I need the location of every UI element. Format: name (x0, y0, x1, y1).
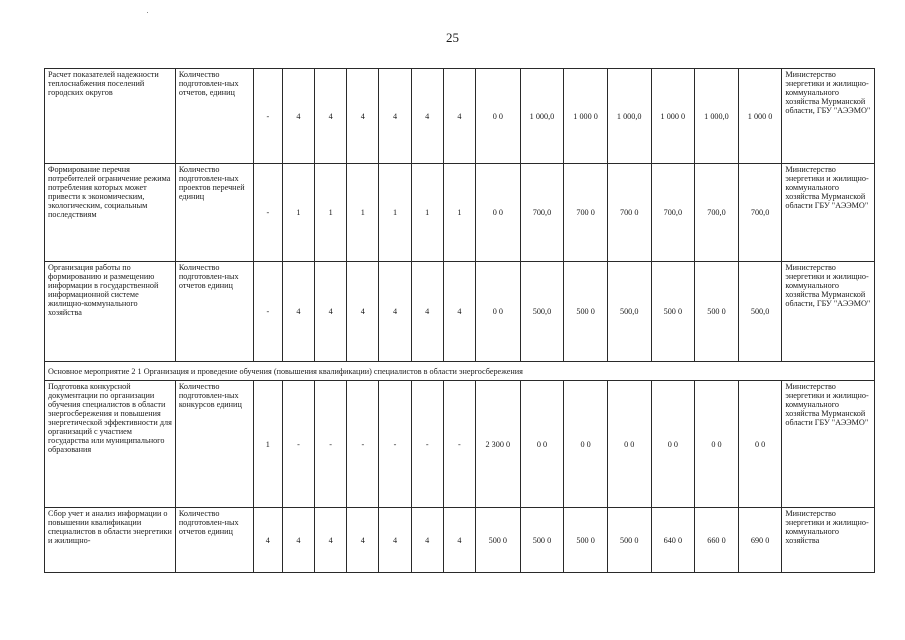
value-cell: 1 000 0 (738, 69, 782, 164)
table-row (45, 381, 875, 508)
value-cell: 1 (315, 164, 347, 262)
executor-cell: Министерство энергетики и жилищно-коммунального хозяйства Мурманской области, ГБУ "АЭЭМО" (782, 262, 875, 362)
value-cell: 1 000,0 (607, 69, 651, 164)
indicator-cell: Количество подготовлен-ных отчетов единиц (175, 262, 253, 362)
value-cell: 1 (253, 381, 282, 508)
indicator-cell: Количество подготовлен-ных отчетов, единиц (175, 69, 253, 164)
value-cell: 690 0 (738, 508, 782, 573)
value-cell: 4 (379, 69, 411, 164)
value-cell: 4 (443, 262, 475, 362)
value-cell: 0 0 (651, 381, 695, 508)
value-cell: 0 0 (695, 381, 739, 508)
value-cell: 1 (411, 164, 443, 262)
scan-speck (147, 12, 148, 13)
value-cell: 0 0 (738, 381, 782, 508)
activity-name-cell: Подготовка конкурсной документации по организации обучения специалистов в области энергосбережения и повышения энергетической эффективности для организаций с участием государства или муниципального образования (45, 381, 176, 508)
executor-cell: Министерство энергетики и жилищно-коммунального хозяйства (782, 508, 875, 573)
value-cell: - (411, 381, 443, 508)
page-number: 25 (446, 30, 459, 45)
indicator-cell: Количество подготовлен-ных конкурсов единиц (175, 381, 253, 508)
value-cell: 1 000,0 (520, 69, 564, 164)
value-cell: 700,0 (695, 164, 739, 262)
value-cell: 4 (411, 508, 443, 573)
value-cell: 0 0 (607, 381, 651, 508)
section-heading: Основное мероприятие 2 1 Организация и проведение обучения (повышения квалификации) специалистов в области энергосбережения (45, 362, 875, 381)
value-cell: 500 0 (564, 262, 608, 362)
value-cell: - (379, 381, 411, 508)
value-cell: 4 (253, 508, 282, 573)
value-cell: 1 000 0 (564, 69, 608, 164)
value-cell: - (253, 164, 282, 262)
value-cell: 4 (282, 508, 314, 573)
value-cell: 500 0 (607, 508, 651, 573)
value-cell: 4 (443, 69, 475, 164)
table-row (45, 262, 875, 362)
value-cell: 4 (315, 508, 347, 573)
value-cell: - (253, 69, 282, 164)
value-cell: 4 (347, 262, 379, 362)
value-cell: - (347, 381, 379, 508)
executor-cell: Министерство энергетики и жилищно-коммунального хозяйства Мурманской области, ГБУ "АЭЭМО" (782, 69, 875, 164)
value-cell: 1 000 0 (651, 69, 695, 164)
value-cell: 2 300 0 (475, 381, 520, 508)
value-cell: 700,0 (738, 164, 782, 262)
value-cell: 0 0 (475, 164, 520, 262)
value-cell: 4 (411, 69, 443, 164)
value-cell: 660 0 (695, 508, 739, 573)
value-cell: 0 0 (475, 262, 520, 362)
value-cell: 700,0 (520, 164, 564, 262)
value-cell: - (315, 381, 347, 508)
value-cell: 4 (347, 508, 379, 573)
indicator-cell: Количество подготовлен-ных проектов перечней единиц (175, 164, 253, 262)
table-row (45, 508, 875, 573)
activity-name-cell: Сбор учет и анализ информации о повышении квалификации специалистов в области энергетики и жилищно- (45, 508, 176, 573)
value-cell: 500,0 (738, 262, 782, 362)
program-table (44, 68, 875, 573)
table-body (45, 69, 875, 573)
value-cell: 500 0 (695, 262, 739, 362)
value-cell: 0 0 (475, 69, 520, 164)
value-cell: 1 (282, 164, 314, 262)
value-cell: 1 (347, 164, 379, 262)
value-cell: 640 0 (651, 508, 695, 573)
value-cell: 700,0 (651, 164, 695, 262)
value-cell: 1 (379, 164, 411, 262)
value-cell: 4 (443, 508, 475, 573)
value-cell: 500 0 (520, 508, 564, 573)
table-row (45, 164, 875, 262)
value-cell: 1 (443, 164, 475, 262)
value-cell: 4 (282, 262, 314, 362)
value-cell: - (443, 381, 475, 508)
value-cell: 500,0 (607, 262, 651, 362)
indicator-cell: Количество подготовлен-ных отчетов единиц (175, 508, 253, 573)
value-cell: - (253, 262, 282, 362)
activity-name-cell: Организация работы по формированию и размещению информации в государственной информационной системе жилищно-коммунального хозяйства (45, 262, 176, 362)
value-cell: 500 0 (651, 262, 695, 362)
executor-cell: Министерство энергетики и жилищно-коммунального хозяйства Мурманской области ГБУ "АЭЭМО" (782, 164, 875, 262)
value-cell: 4 (347, 69, 379, 164)
value-cell: 4 (315, 262, 347, 362)
value-cell: 4 (315, 69, 347, 164)
value-cell: 700 0 (607, 164, 651, 262)
value-cell: 700 0 (564, 164, 608, 262)
value-cell: 500,0 (520, 262, 564, 362)
value-cell: 500 0 (475, 508, 520, 573)
value-cell: 1 000,0 (695, 69, 739, 164)
executor-cell: Министерство энергетики и жилищно-коммунального хозяйства Мурманской области ГБУ "АЭЭМО" (782, 381, 875, 508)
activity-name-cell: Формирование перечня потребителей ограничение режима потребления которых может привести к экономическим, экологическим, социальным последствиям (45, 164, 176, 262)
value-cell: 0 0 (564, 381, 608, 508)
value-cell: 4 (282, 69, 314, 164)
value-cell: 4 (379, 262, 411, 362)
activity-name-cell: Расчет показателей надежности теплоснабжения поселений городских округов (45, 69, 176, 164)
table-row (45, 69, 875, 164)
value-cell: 500 0 (564, 508, 608, 573)
section-row (45, 362, 875, 381)
value-cell: 4 (411, 262, 443, 362)
value-cell: 0 0 (520, 381, 564, 508)
value-cell: 4 (379, 508, 411, 573)
value-cell: - (282, 381, 314, 508)
